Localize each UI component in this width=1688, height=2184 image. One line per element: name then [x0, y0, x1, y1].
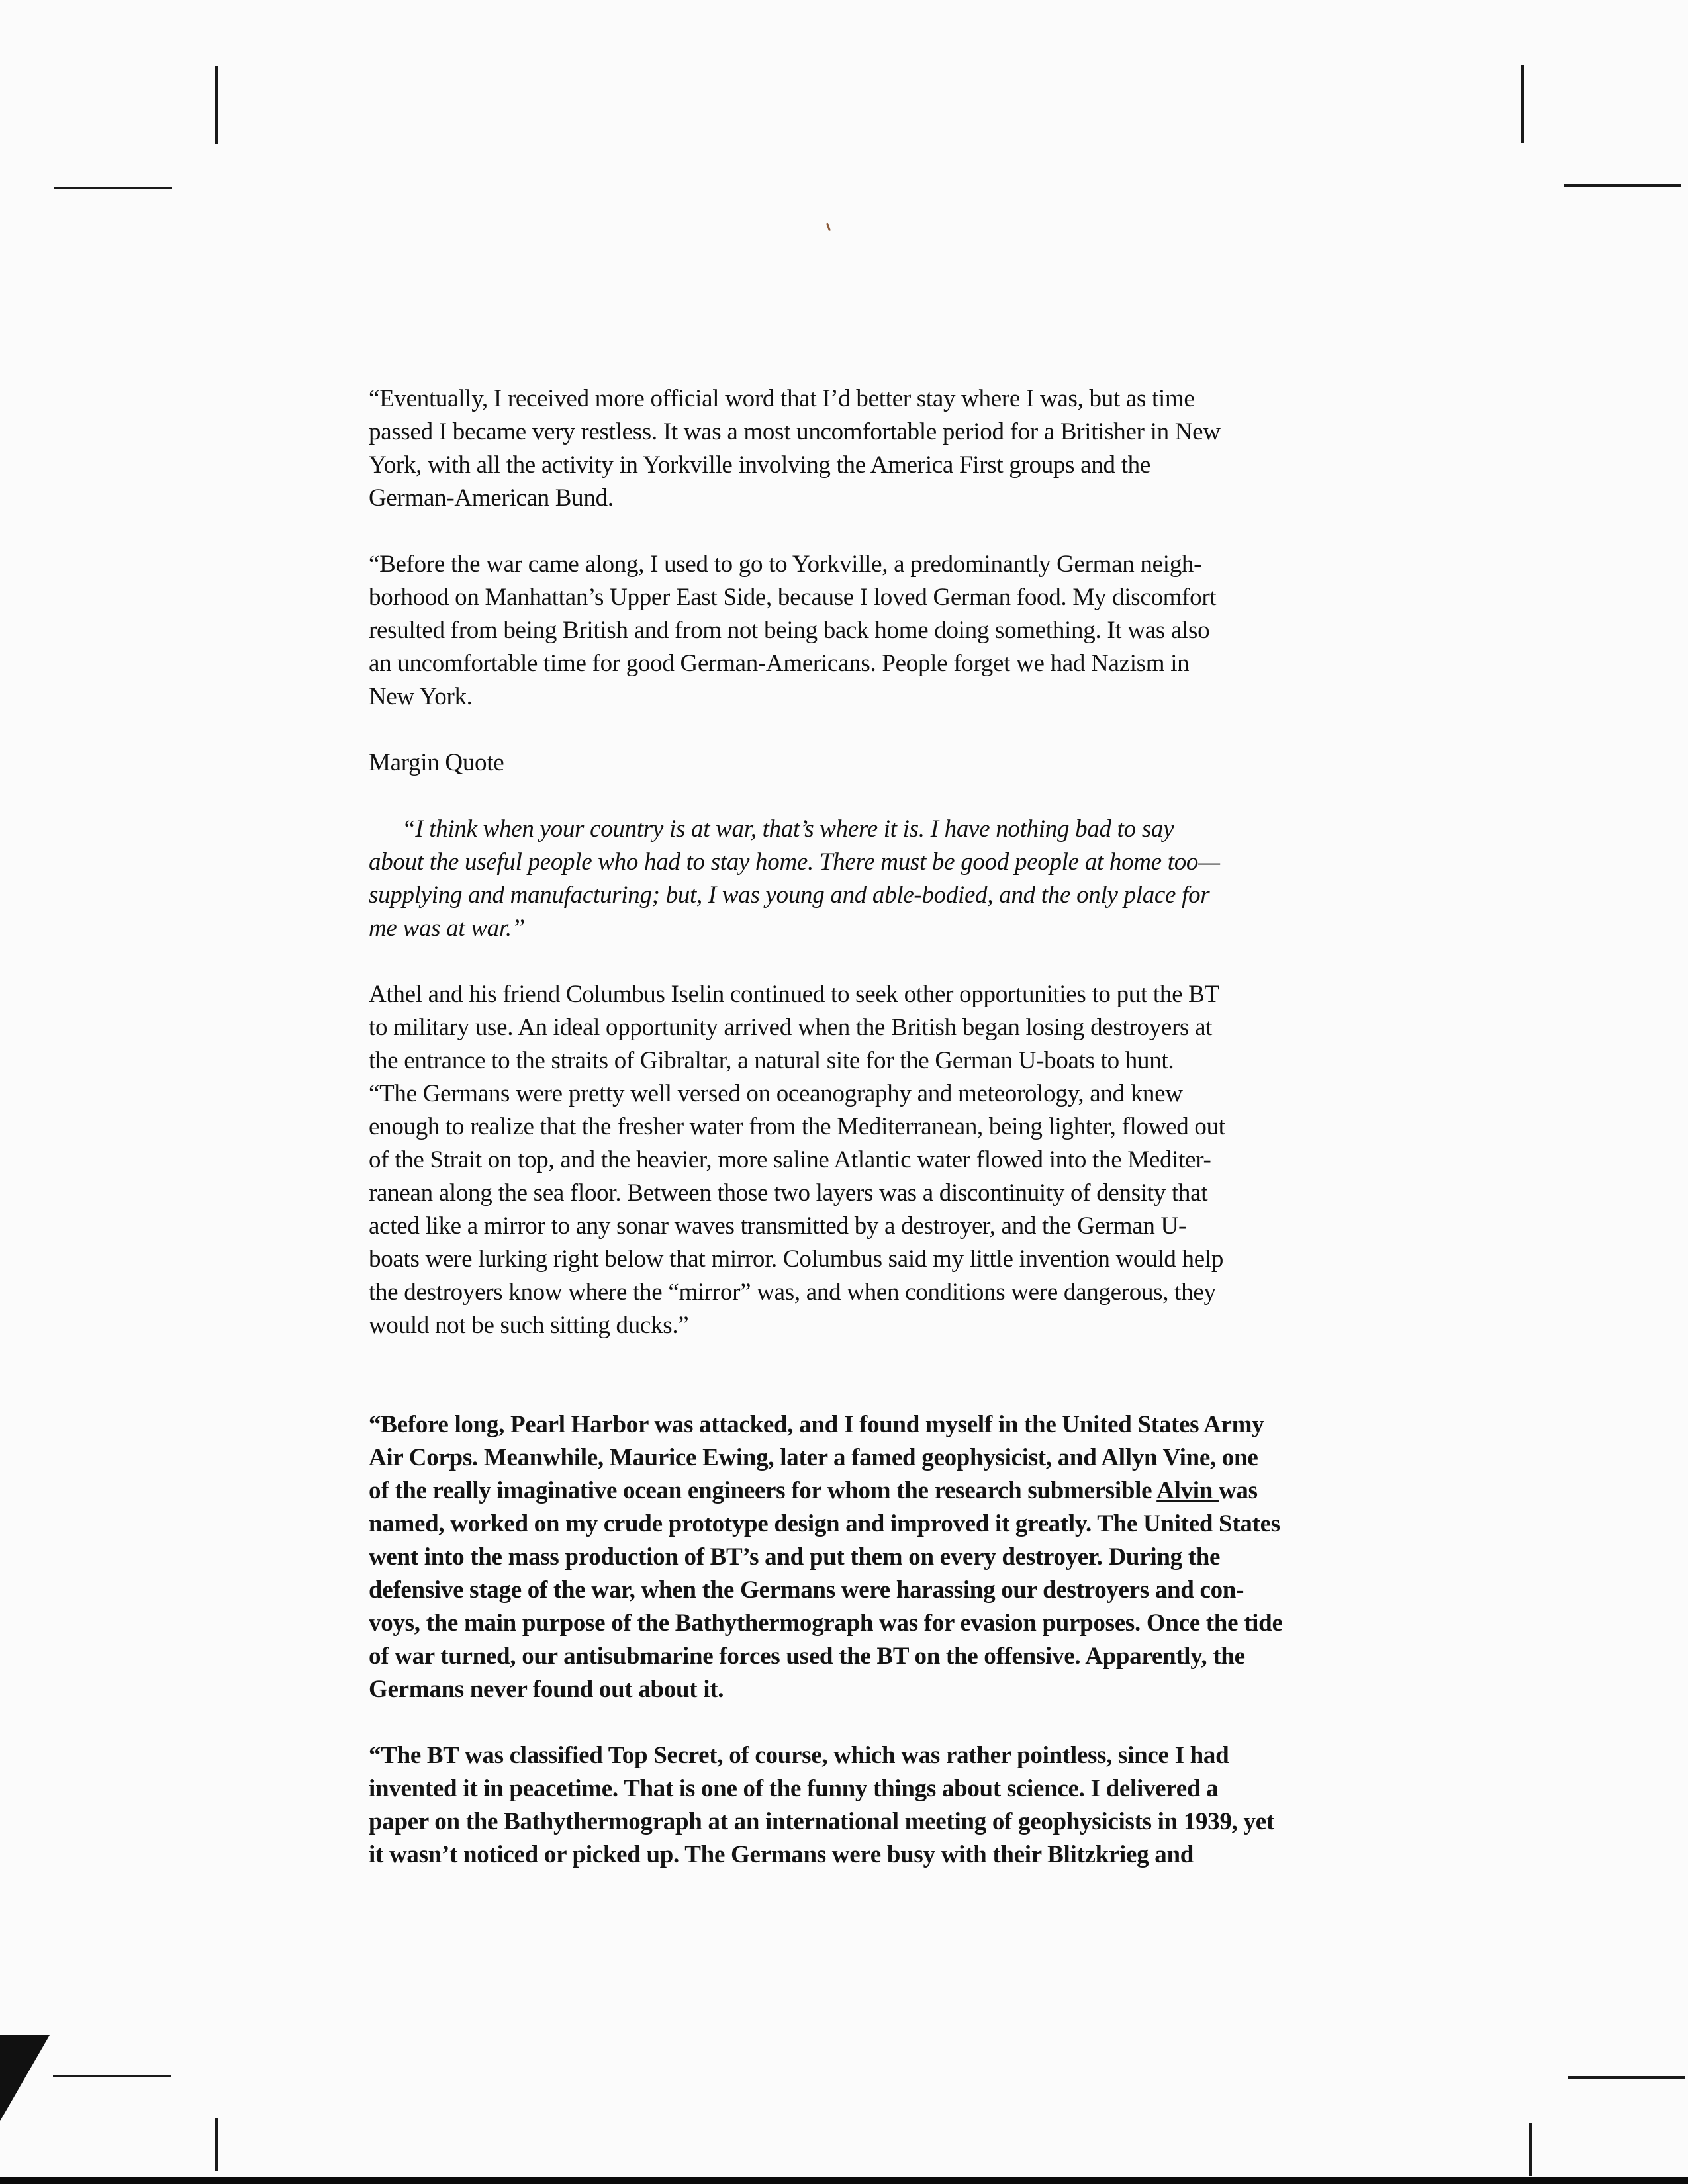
scan-speck: [826, 223, 831, 231]
scan-bottom-edge: [0, 2177, 1688, 2184]
page-corner-fold: [0, 2035, 50, 2121]
paragraph-eventually: “Eventually, I received more official word that I’d better stay where I was, but as time passed I became very restless. It was a most uncomfortable period for a Britisher in New York, with all the activity in Yorkville involving the America First groups and the German-American Bund.: [369, 385, 1221, 512]
paragraph-athel-iselin: Athel and his friend Columbus Iselin continued to seek other opportunities to put the BT to military use. An ideal opportunity arrived when the British began losing destroyers at the entrance to the straits of Gibraltar, a natural site for the German U-boats to hunt. “The Germans were pretty well versed on oceanography and meteorology, and knew enough to realize that the fresher water from the Mediterranean, being lighter, flowed out of the Strait on top, and the heavier, more saline Atlantic water flowed into the Mediter- ranean along the sea floor. Between those two layers was a discontinuity of density that acted like a mirror to any sonar waves transmitted by a destroyer, and the German U- boats were lurking right below that mirror. Columbus said my little invention would help the destroyers know where the “mirror” was, and when conditions were dangerous, they would not be such sitting ducks.”: [369, 981, 1225, 1339]
crop-mark-bottom-right-vertical: [1529, 2123, 1532, 2176]
margin-quote-text: “I think when your country is at war, that’s where it is. I have nothing bad to say about the useful people who had to stay home. There must be good people at home too— supplying and manufacturing; but, I was young and able-bodied, and the only place for me was at war.”: [369, 815, 1220, 942]
document-body: [369, 383, 1375, 1905]
margin-quote-heading: Margin Quote: [369, 749, 504, 776]
crop-mark-top-right-horizontal: [1564, 184, 1681, 187]
alvin-underlined: Alvin: [1156, 1477, 1219, 1504]
crop-mark-bottom-left-horizontal: [53, 2075, 171, 2077]
crop-mark-top-left-horizontal: [54, 187, 172, 189]
paragraph-pearl-harbor: [369, 1408, 1375, 1706]
paragraph-before-the-war: “Before the war came along, I used to go to Yorkville, a predominantly German neigh- borhood on Manhattan’s Upper East Side, because I loved German food. My discomfort resulted from being British and from not being back home doing something. It was also an uncomfortable time for good German-Americans. People forget we had Nazism in New York.: [369, 551, 1217, 710]
paragraph-top-secret: “The BT was classified Top Secret, of course, which was rather pointless, since I had invented it in peacetime. That is one of the funny things about science. I delivered a paper on the Bathythermograph at an international meeting of geophysicists in 1939, yet it wasn’t noticed or picked up. The Germans were busy with their Blitzkrieg and: [369, 1742, 1274, 1868]
pearl-harbor-text-end: was named, worked on my crude prototype design and improved it greatly. The United States went into the mass production of BT’s and put them on every destroyer. During the defensive stage of the war, when the Germans were harassing our destroyers and con- voys, the main purpose of the Bathythermograph was for evasion purposes. Once the tide of war turned, our antisubmarine forces used the BT on the offensive. Apparently, the Germans never found out about it.: [369, 1477, 1283, 1703]
crop-mark-top-left-vertical: [215, 66, 218, 144]
pearl-harbor-text-start: “Before long, Pearl Harbor was attacked, and I found myself in the United States Army Air Corps. Meanwhile, Maurice Ewing, later a famed geophysicist, and Allyn Vine, one of the really imaginative ocean engineers for whom the research submersible: [369, 1411, 1264, 1504]
crop-mark-bottom-right-horizontal: [1568, 2076, 1685, 2079]
crop-mark-top-right-vertical: [1521, 65, 1524, 143]
crop-mark-bottom-left-vertical: [215, 2118, 218, 2171]
